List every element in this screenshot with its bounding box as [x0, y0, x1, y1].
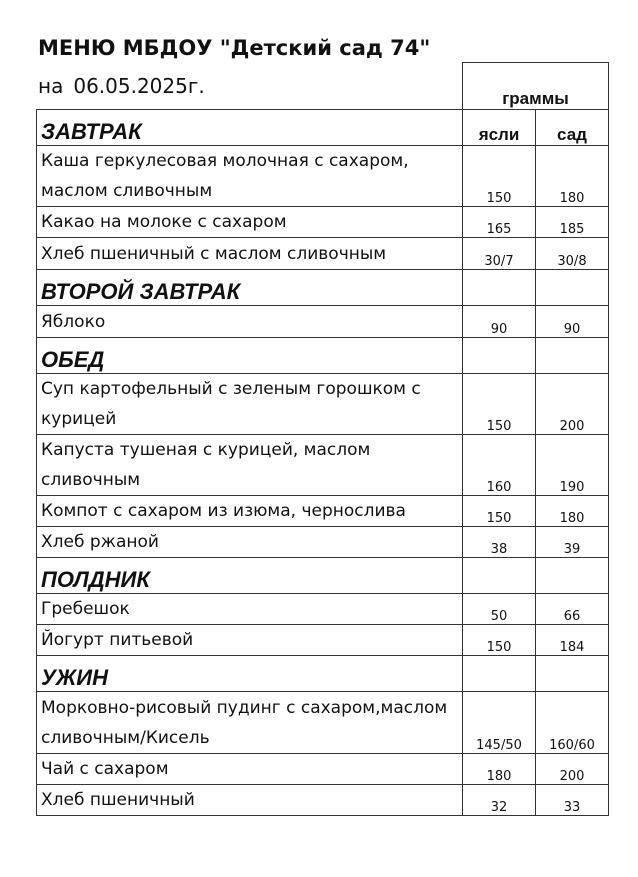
- nursery-grams: 32: [463, 785, 536, 816]
- garden-grams: 30/8: [536, 238, 609, 270]
- dish-name: Каша геркулесовая молочная с сахаром, маслом сливочным: [37, 146, 463, 207]
- dish-name: Гребешок: [37, 594, 463, 625]
- menu-date: 06.05.2025г.: [73, 74, 205, 98]
- menu-item-row: [37, 435, 609, 496]
- garden-grams: 160/60: [536, 692, 609, 754]
- menu-item-row: [37, 594, 609, 625]
- menu-item-row: [37, 754, 609, 785]
- menu-item-row: [37, 238, 609, 270]
- dish-name: Суп картофельный с зеленым горошком с курицей: [37, 374, 463, 435]
- garden-grams: 184: [536, 625, 609, 656]
- nursery-grams: 50: [463, 594, 536, 625]
- menu-item-row: [37, 374, 609, 435]
- nursery-grams: 38: [463, 527, 536, 558]
- empty-cell: [536, 558, 609, 594]
- empty-cell: [463, 656, 536, 692]
- nursery-column-header: ясли: [463, 110, 536, 146]
- nursery-grams: 150: [463, 374, 536, 435]
- menu-item-row: [37, 625, 609, 656]
- dish-name: Компот с сахаром из изюма, чернослива: [37, 496, 463, 527]
- dish-name: Какао на молоке с сахаром: [37, 207, 463, 238]
- nursery-grams: 160: [463, 435, 536, 496]
- dish-name: Йогурт питьевой: [37, 625, 463, 656]
- section-row-dinner: [37, 656, 609, 692]
- empty-cell: [463, 338, 536, 374]
- section-title-second-breakfast: ВТОРОЙ ЗАВТРАК: [37, 270, 463, 306]
- garden-grams: 90: [536, 306, 609, 338]
- nursery-grams: 30/7: [463, 238, 536, 270]
- dish-name: Чай с сахаром: [37, 754, 463, 785]
- empty-cell: [463, 558, 536, 594]
- grams-header-row: [37, 63, 609, 110]
- nursery-grams: 150: [463, 625, 536, 656]
- header-blank-cell: [37, 63, 463, 110]
- grams-header: граммы: [463, 63, 609, 110]
- menu-table: [36, 62, 609, 816]
- nursery-grams: 150: [463, 496, 536, 527]
- empty-cell: [536, 656, 609, 692]
- dish-name: Яблоко: [37, 306, 463, 338]
- menu-item-row: [37, 496, 609, 527]
- section-title-breakfast: ЗАВТРАК: [37, 110, 463, 146]
- garden-grams: 33: [536, 785, 609, 816]
- garden-grams: 180: [536, 496, 609, 527]
- menu-item-row: [37, 692, 609, 754]
- menu-item-row: [37, 146, 609, 207]
- menu-item-row: [37, 207, 609, 238]
- dish-name: Капуста тушеная с курицей, маслом сливочным: [37, 435, 463, 496]
- dish-name: Хлеб пшеничный с маслом сливочным: [37, 238, 463, 270]
- dish-name: Хлеб пшеничный: [37, 785, 463, 816]
- garden-grams: 200: [536, 754, 609, 785]
- section-title-lunch: ОБЕД: [37, 338, 463, 374]
- section-row-afternoon-snack: [37, 558, 609, 594]
- section-row-second-breakfast: [37, 270, 609, 306]
- nursery-grams: 150: [463, 146, 536, 207]
- section-row-lunch: [37, 338, 609, 374]
- section-row-breakfast: [37, 110, 609, 146]
- empty-cell: [536, 270, 609, 306]
- nursery-grams: 145/50: [463, 692, 536, 754]
- nursery-grams: 165: [463, 207, 536, 238]
- section-title-afternoon-snack: ПОЛДНИК: [37, 558, 463, 594]
- menu-item-row: [37, 306, 609, 338]
- empty-cell: [536, 338, 609, 374]
- garden-grams: 200: [536, 374, 609, 435]
- garden-column-header: сад: [536, 110, 609, 146]
- garden-grams: 66: [536, 594, 609, 625]
- page-title: МЕНЮ МБДОУ "Детский сад 74": [38, 36, 431, 60]
- menu-item-row: [37, 527, 609, 558]
- garden-grams: 190: [536, 435, 609, 496]
- empty-cell: [463, 270, 536, 306]
- nursery-grams: 180: [463, 754, 536, 785]
- dish-name: Хлеб ржаной: [37, 527, 463, 558]
- date-prefix: на: [38, 74, 64, 98]
- garden-grams: 185: [536, 207, 609, 238]
- nursery-grams: 90: [463, 306, 536, 338]
- menu-item-row: [37, 785, 609, 816]
- section-title-dinner: УЖИН: [37, 656, 463, 692]
- garden-grams: 39: [536, 527, 609, 558]
- dish-name: Морковно-рисовый пудинг с сахаром,маслом сливочным/Кисель: [37, 692, 463, 754]
- garden-grams: 180: [536, 146, 609, 207]
